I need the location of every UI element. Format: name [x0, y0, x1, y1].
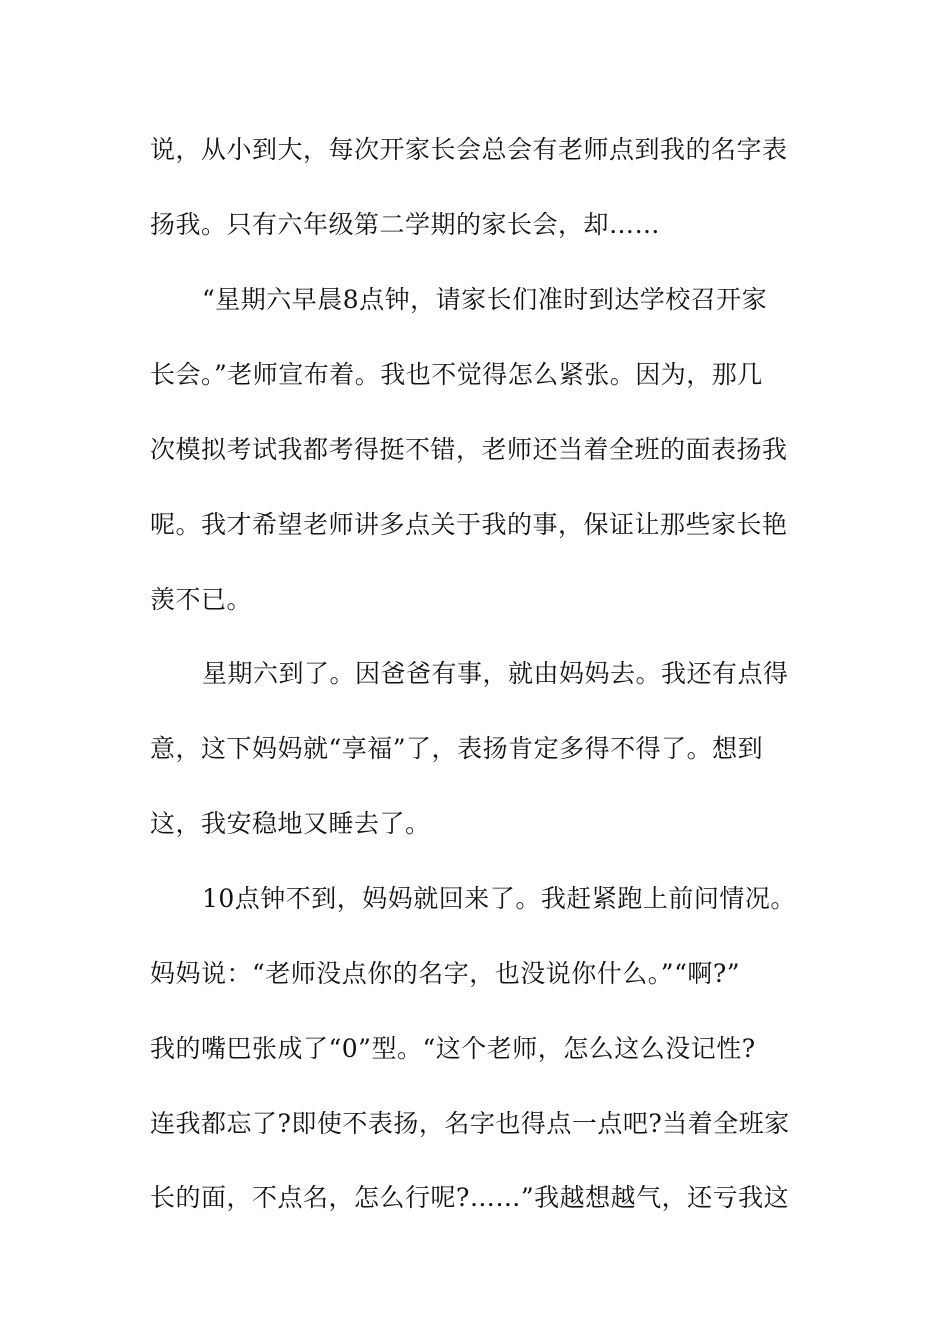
- text-line-12: 妈妈说：“老师没点你的名字，也没说你什么。”“啊?”: [150, 959, 741, 988]
- text-line-6: 呢。我才希望老师讲多点关于我的事，保证让那些家长艳: [150, 510, 788, 539]
- text-line-1: 说，从小到大，每次开家长会总会有老师点到我的名字表: [150, 135, 788, 164]
- text-line-9: 意，这下妈妈就“享福”了，表扬肯定多得不得了。想到: [150, 734, 764, 763]
- text-line-15: 长的面，不点名，怎么行呢?……”我越想越气，还亏我这: [150, 1183, 790, 1212]
- text-line-5: 次模拟考试我都考得挺不错，老师还当着全班的面表扬我: [150, 435, 788, 464]
- text-line-14: 连我都忘了?即使不表扬，名字也得点一点吧?当着全班家: [150, 1109, 790, 1138]
- text-line-4: 长会。”老师宣布着。我也不觉得怎么紧张。因为，那几: [150, 360, 763, 389]
- text-line-10: 这，我安稳地又睡去了。: [150, 809, 431, 838]
- paragraph-start-line-8: 星期六到了。因爸爸有事，就由妈妈去。我还有点得: [202, 659, 789, 688]
- paragraph-start-line-3: “星期六早晨8点钟，请家长们准时到达学校召开家: [202, 285, 768, 314]
- text-line-2: 扬我。只有六年级第二学期的家长会，却……: [150, 210, 661, 239]
- paragraph-start-line-11: 10点钟不到，妈妈就回来了。我赶紧跑上前问情况。: [202, 884, 796, 913]
- text-line-13: 我的嘴巴张成了“0”型。“这个老师，怎么这么没记性?: [150, 1034, 756, 1063]
- text-line-7: 羡不已。: [150, 585, 253, 614]
